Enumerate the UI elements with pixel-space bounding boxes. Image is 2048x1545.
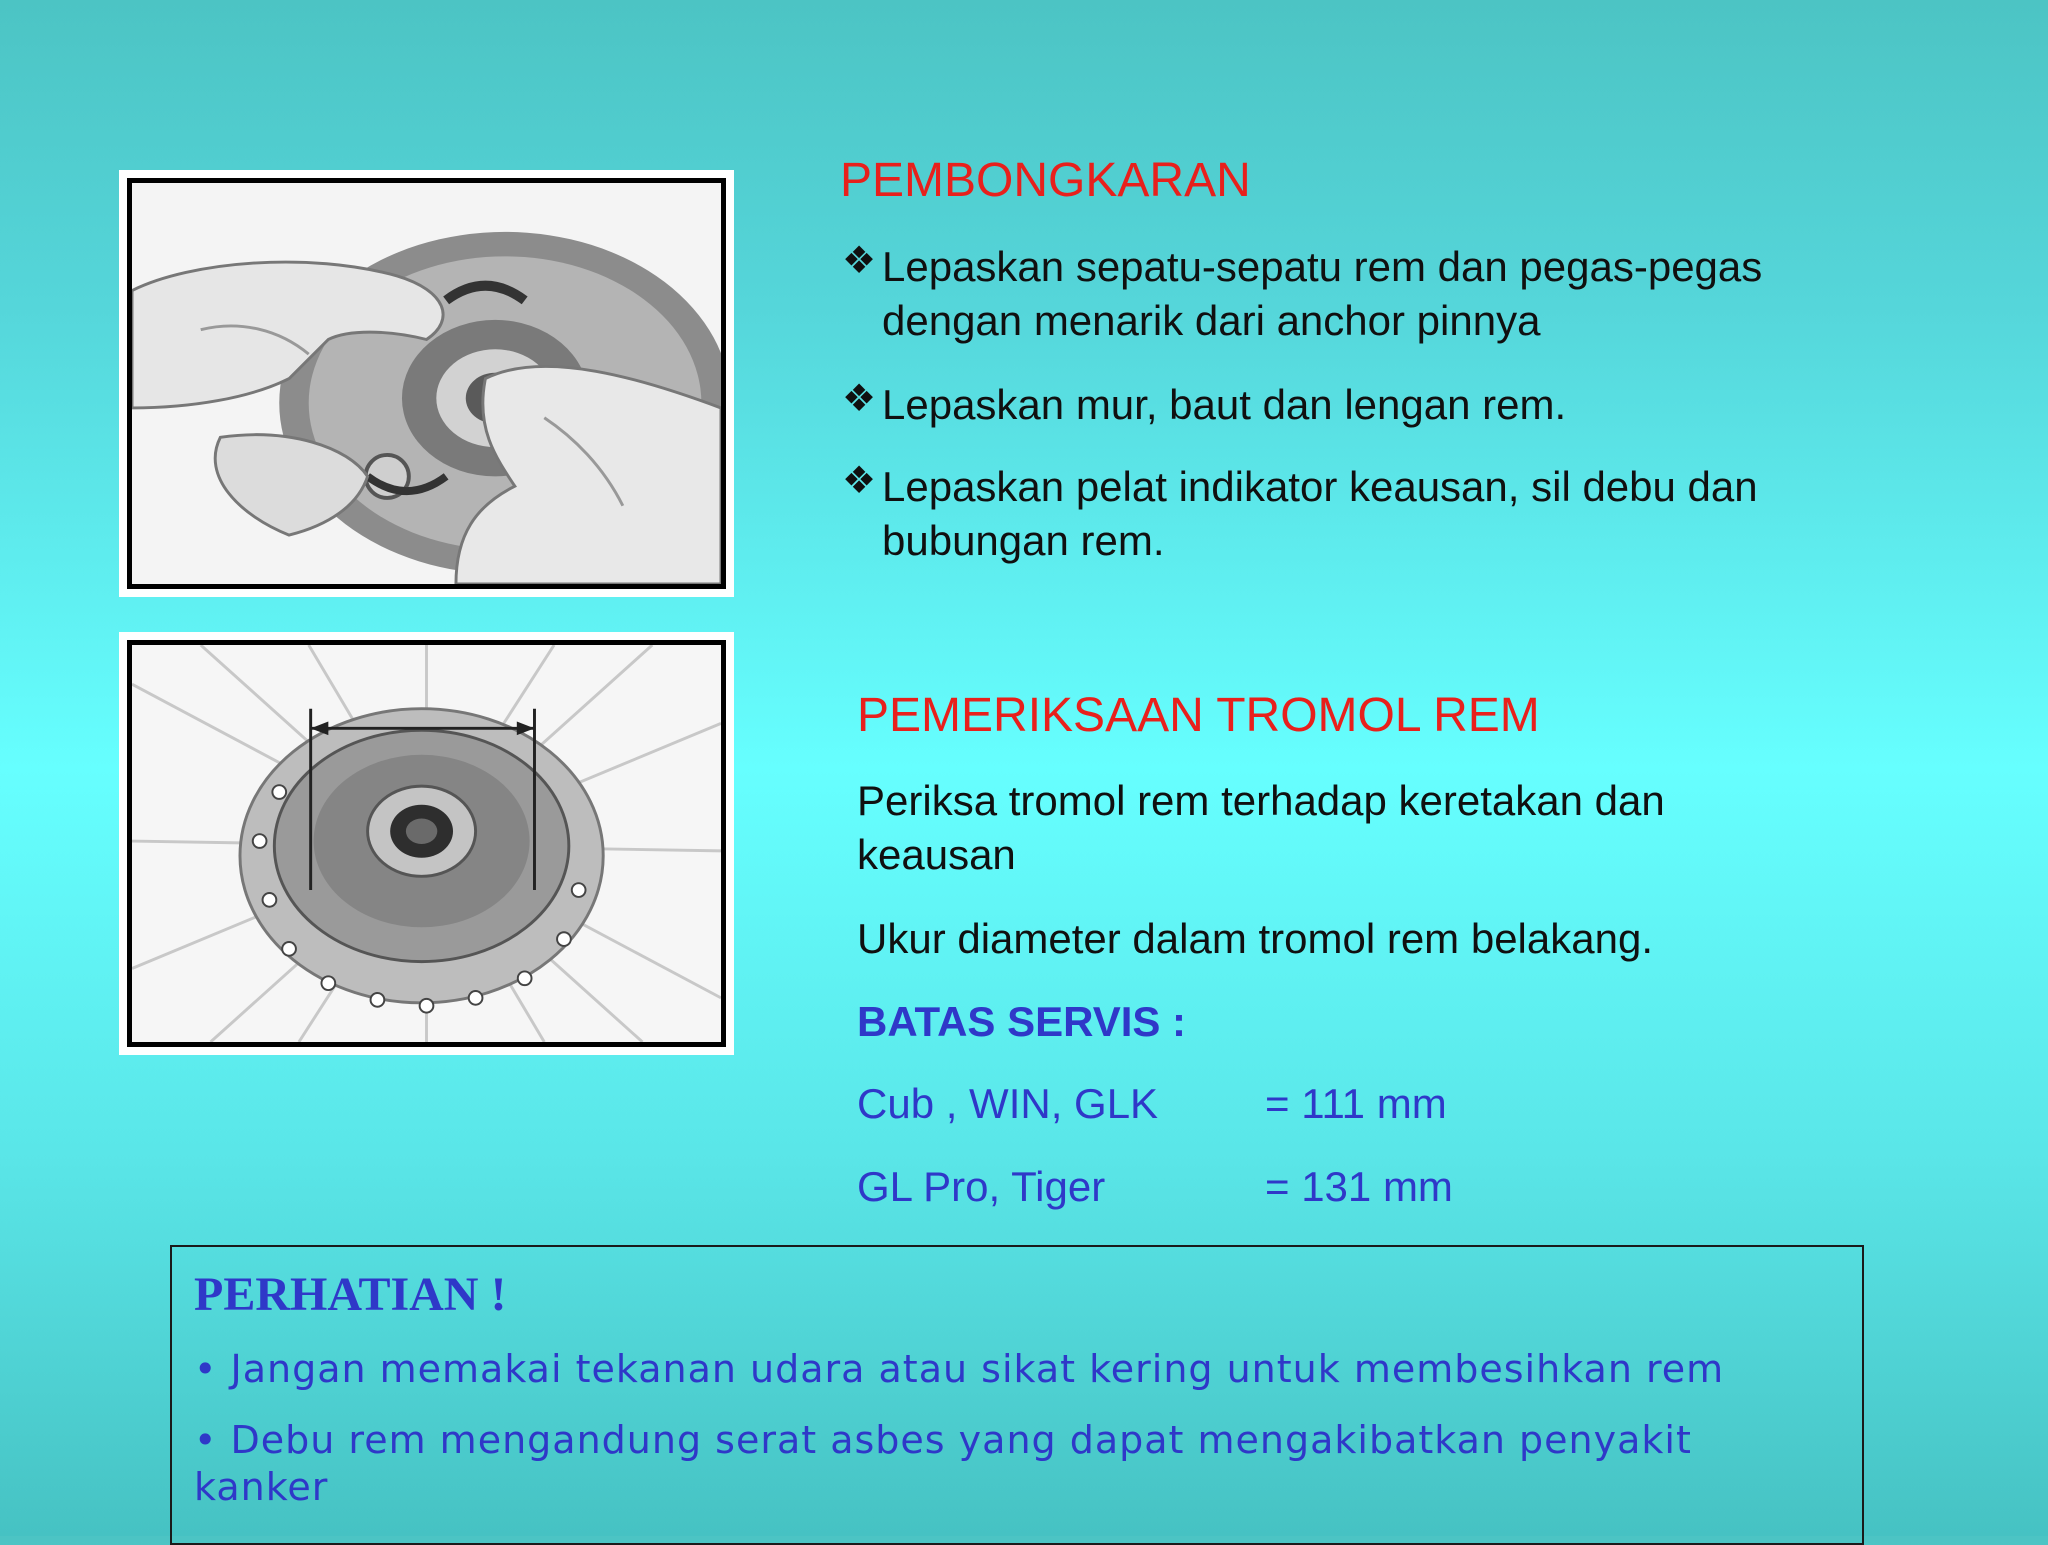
spec-value: = 131 mm <box>1265 1163 1453 1210</box>
disassembly-bullet <box>842 378 1882 432</box>
spec-model: GL Pro, Tiger <box>857 1163 1106 1210</box>
bullet-diamond-icon: ❖ <box>842 460 877 502</box>
bullet-text: Lepaskan sepatu-sepatu rem dan pegas-pegas dengan menarik dari anchor pinnya <box>882 243 1763 344</box>
caution-item: • Debu rem mengandung serat asbes yang dapat mengakibatkan penyakit kanker <box>194 1418 1692 1509</box>
inspection-paragraph: Ukur diameter dalam tromol rem belakang. <box>857 915 1653 962</box>
disassembly-bullet <box>842 460 1882 568</box>
caution-box <box>170 1245 1864 1545</box>
spec-value: = 111 mm <box>1265 1080 1447 1127</box>
bullet-text: Lepaskan mur, baut dan lengan rem. <box>882 381 1567 428</box>
brake-shoe-removal-photo <box>119 170 734 597</box>
disassembly-heading: PEMBONGKARAN <box>840 154 1251 207</box>
caution-title: PERHATIAN ! <box>194 1268 507 1321</box>
brake-drum-photo <box>119 632 734 1055</box>
disassembly-bullet <box>842 240 1882 348</box>
spec-model: Cub , WIN, GLK <box>857 1080 1159 1127</box>
bullet-text: Lepaskan pelat indikator keausan, sil debu dan bubungan rem. <box>882 463 1758 564</box>
drum-inspection-heading: PEMERIKSAAN TROMOL REM <box>857 689 1540 742</box>
brake-shoe-removal-image <box>127 178 726 589</box>
service-limit-label: BATAS SERVIS : <box>857 998 1187 1045</box>
bullet-diamond-icon: ❖ <box>842 240 877 282</box>
brake-drum-image <box>127 640 726 1047</box>
caution-item: • Jangan memakai tekanan udara atau sikat kering untuk membesihkan rem <box>194 1347 1725 1391</box>
bullet-diamond-icon: ❖ <box>842 378 877 420</box>
inspection-paragraph: Periksa tromol rem terhadap keretakan dan keausan <box>857 777 1665 878</box>
